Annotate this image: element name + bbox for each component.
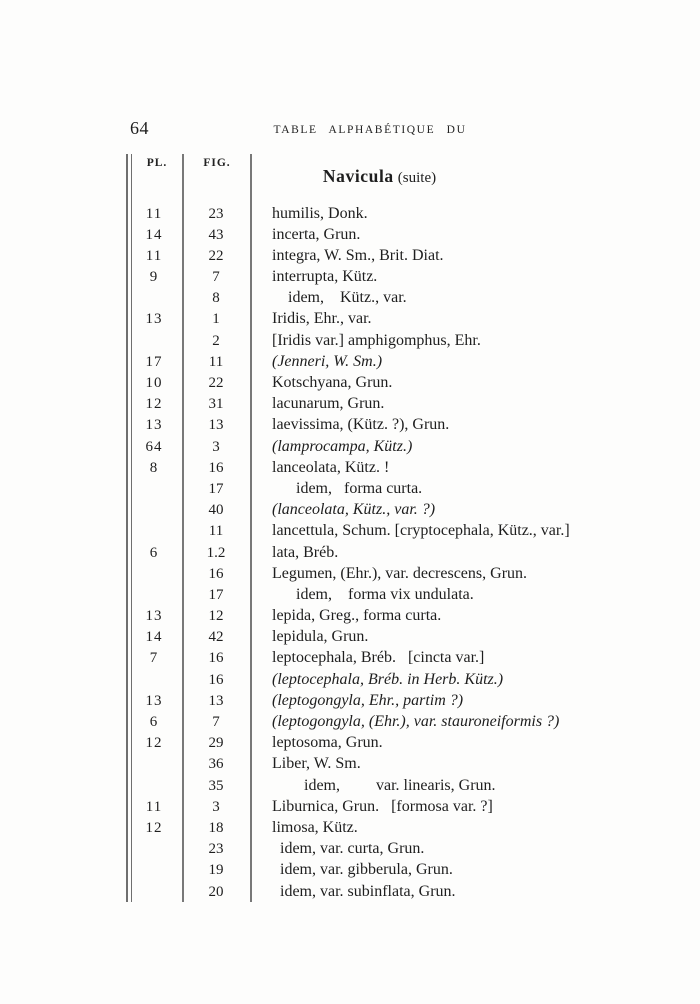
table-row (126, 499, 700, 520)
figure-number: 16 (208, 565, 224, 582)
species-name: Liburnica, Grun. [formosa var. ?] (272, 797, 493, 815)
plate-number: 64 (145, 438, 163, 455)
table-row (126, 203, 700, 224)
figure-number: 22 (208, 247, 224, 264)
table-row (126, 245, 700, 266)
plate-number: 12 (145, 735, 163, 752)
species-name: idem, forma vix undulata. (272, 585, 474, 603)
species-name: laevissima, (Kütz. ?), Grun. (272, 416, 450, 434)
figure-number: 42 (208, 629, 224, 646)
plate-number: 11 (145, 247, 163, 264)
plate-number: 7 (149, 650, 159, 667)
species-name: idem, var. curta, Grun. (272, 840, 425, 858)
table-row (126, 308, 700, 329)
table-row (126, 393, 700, 414)
figure-number: 11 (208, 353, 224, 370)
table-row (126, 647, 700, 668)
species-name: idem, var. gibberula, Grun. (272, 861, 453, 879)
running-head: TABLE ALPHABÉTIQUE DU (273, 124, 467, 136)
figure-number: 29 (208, 735, 224, 752)
species-name: lepidula, Grun. (272, 628, 369, 646)
table-row (126, 563, 700, 584)
plate-number: 13 (145, 692, 163, 709)
figure-number: 8 (212, 290, 220, 307)
species-name: (leptocephala, Bréb. in Herb. Kütz.) (272, 670, 504, 688)
species-name: idem, var. linearis, Grun. (272, 776, 496, 794)
table-row (126, 224, 700, 245)
figure-number: 43 (208, 226, 224, 243)
species-name: lepida, Greg., forma curta. (272, 607, 442, 625)
plate-number: 6 (149, 544, 159, 561)
plate-number: 13 (145, 608, 163, 625)
species-name: [Iridis var.] amphigomphus, Ehr. (272, 331, 481, 349)
plate-number: 12 (145, 819, 163, 836)
species-name: (lanceolata, Kütz., var. ?) (272, 501, 436, 519)
figure-number: 1.2 (206, 544, 226, 561)
species-name: (leptogongyla, Ehr., partim ?) (272, 691, 464, 709)
species-name: idem, Kütz., var. (272, 289, 407, 307)
table-row (126, 414, 700, 435)
species-name: Legumen, (Ehr.), var. decrescens, Grun. (272, 564, 528, 582)
figure-number: 40 (208, 502, 224, 519)
figure-number: 35 (208, 777, 224, 794)
species-name: integra, W. Sm., Brit. Diat. (272, 246, 444, 264)
species-name: Liber, W. Sm. (272, 755, 361, 773)
table-row (126, 732, 700, 753)
plate-number: 14 (145, 629, 163, 646)
table-row (126, 584, 700, 605)
plate-number: 9 (149, 269, 159, 286)
figure-number: 18 (208, 819, 224, 836)
table-row (126, 330, 700, 351)
table-row (126, 669, 700, 690)
table-row (126, 542, 700, 563)
figure-number: 16 (208, 650, 224, 667)
figure-number: 16 (208, 671, 224, 688)
figure-number: 17 (208, 586, 224, 603)
table-row (126, 796, 700, 817)
table-row (126, 838, 700, 859)
species-name: (Jenneri, W. Sm.) (272, 352, 383, 370)
plate-number: 11 (145, 205, 163, 222)
figure-number: 19 (208, 862, 224, 879)
figure-number: 13 (208, 417, 224, 434)
table-row (126, 711, 700, 732)
table-row (126, 287, 700, 308)
species-name: incerta, Grun. (272, 225, 361, 243)
figure-number: 16 (208, 459, 224, 476)
column-header-pl: PL. (146, 157, 168, 169)
species-name: (lamprocampa, Kütz.) (272, 437, 413, 455)
table-row (126, 351, 700, 372)
figure-number: 7 (212, 269, 220, 286)
genus-title (252, 166, 507, 187)
table-row (126, 457, 700, 478)
figure-number: 22 (208, 375, 224, 391)
plate-number: 14 (145, 226, 163, 243)
figure-number: 23 (208, 205, 224, 222)
plate-number: 17 (145, 353, 163, 370)
species-name: Kotschyana, Grun. (272, 374, 393, 391)
plate-number: 12 (145, 396, 163, 413)
genus-name: Navicula (322, 166, 394, 186)
species-name: (leptogongyla, (Ehr.), var. stauroneiformis ?) (272, 713, 560, 730)
species-name: humilis, Donk. (272, 204, 368, 222)
figure-number: 3 (212, 438, 220, 455)
plate-number: 11 (145, 798, 163, 815)
species-name: leptosoma, Grun. (272, 734, 383, 752)
table-row (126, 478, 700, 499)
table-row (126, 775, 700, 796)
figure-number: 23 (208, 841, 224, 858)
plate-number: 8 (149, 459, 159, 476)
species-name: lanceolata, Kütz. ! (272, 458, 390, 476)
figure-number: 17 (208, 480, 224, 497)
figure-number: 3 (212, 798, 220, 815)
figure-number: 7 (212, 714, 220, 730)
table-row (126, 690, 700, 711)
species-name: leptocephala, Bréb. [cincta var.] (272, 649, 485, 667)
figure-number: 1 (212, 311, 220, 328)
species-name: limosa, Kütz. (272, 818, 358, 836)
table-row (126, 520, 700, 541)
table-row (126, 605, 700, 626)
species-name: lancettula, Schum. [cryptocephala, Kütz., var.] (272, 522, 570, 540)
column-header-fig: FIG. (203, 157, 231, 169)
species-name: lacunarum, Grun. (272, 395, 385, 413)
figure-number: 11 (208, 523, 224, 540)
species-name: lata, Bréb. (272, 543, 339, 561)
table-row (126, 372, 700, 393)
figure-number: 20 (208, 883, 224, 900)
table-row (126, 881, 700, 902)
plate-number: 13 (145, 311, 163, 328)
genus-suffix: (suite) (397, 170, 437, 186)
species-name: interrupta, Kütz. (272, 268, 378, 286)
plate-number: 13 (145, 417, 163, 434)
species-name: idem, forma curta. (272, 479, 423, 497)
plate-number: 6 (149, 714, 159, 730)
figure-number: 13 (208, 692, 224, 709)
table-row (126, 266, 700, 287)
species-name: idem, var. subinflata, Grun. (272, 882, 456, 900)
table-row (126, 817, 700, 838)
table-rows (126, 203, 700, 902)
figure-number: 2 (212, 332, 220, 349)
figure-number: 36 (208, 756, 224, 773)
figure-number: 31 (208, 396, 224, 413)
table-row (126, 859, 700, 880)
table-row (126, 753, 700, 774)
table-row (126, 626, 700, 647)
page-number: 64 (130, 118, 149, 138)
species-name: Iridis, Ehr., var. (272, 310, 372, 328)
plate-number: 10 (145, 375, 163, 391)
figure-number: 12 (208, 608, 224, 625)
table-row (126, 436, 700, 457)
